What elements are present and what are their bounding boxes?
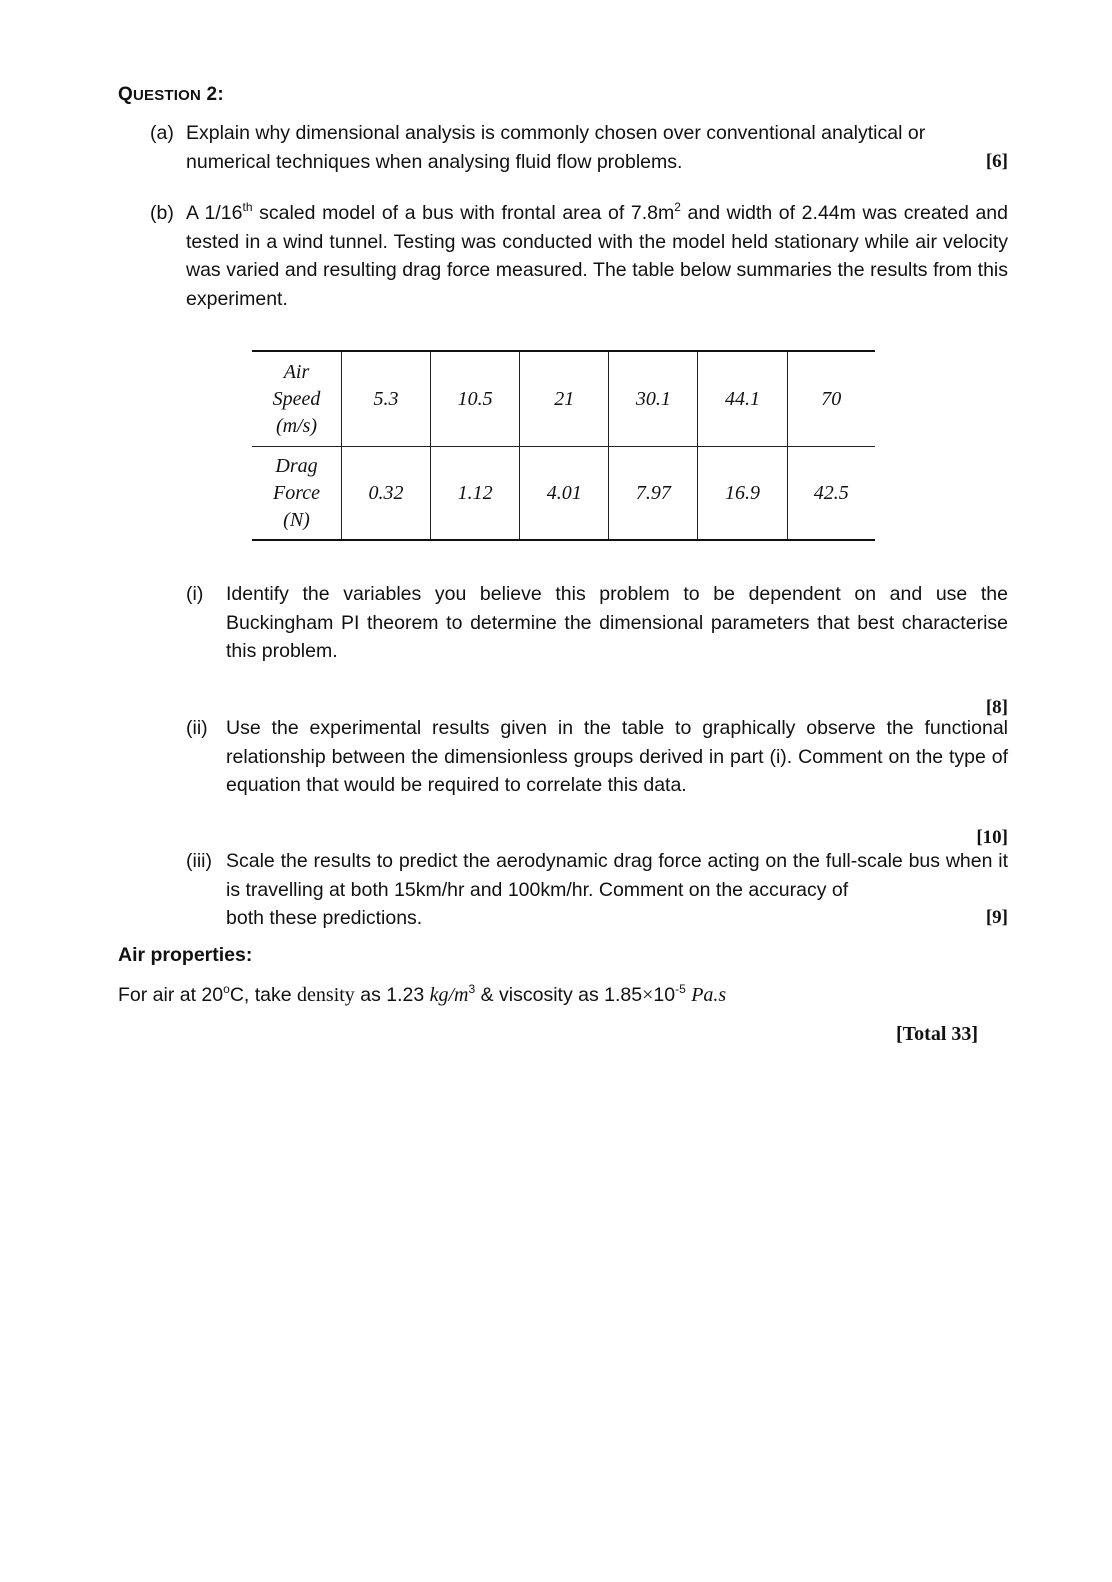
subquestion-iii-label: (iii): [186, 850, 212, 872]
subquestion-ii-marks: [10]: [976, 826, 1008, 848]
part-a-line-1: Explain why dimensional analysis is commonly chosen over conventional analytical or: [186, 122, 926, 144]
part-a-label: (a): [150, 122, 174, 144]
part-a-marks: [6]: [985, 150, 1008, 172]
air-properties-line: [118, 984, 726, 1007]
density-word: density: [297, 984, 355, 1006]
header-line: Speed: [272, 387, 321, 410]
part-b-sup-2: 2: [674, 200, 681, 214]
question-number: 2:: [206, 84, 224, 105]
table-cell: 5.3: [342, 351, 431, 447]
air-properties-heading: Air properties:: [118, 944, 253, 966]
degree-sup: o: [223, 982, 230, 996]
table-cell: 21: [520, 351, 609, 447]
subquestion-ii-label: (ii): [186, 717, 208, 739]
table-cell: 4.01: [520, 447, 609, 541]
header-line: Force: [272, 481, 320, 504]
part-b: [150, 199, 1008, 313]
air-text-c: C, take: [229, 984, 298, 1006]
part-b-text-pre: A 1/16: [186, 202, 243, 224]
subquestion-ii: [186, 714, 1008, 852]
subquestion-iii: [186, 847, 1008, 933]
table-cell: 0.32: [342, 447, 431, 541]
subquestion-i-text: Identify the variables you believe this problem to be dependent on and use the Buckingham PI theorem to determine the dimensional parameters that best characterise this problem.: [226, 583, 1008, 662]
row-header-air-speed: [252, 351, 342, 447]
results-table: [252, 350, 875, 541]
part-b-text: [186, 199, 1008, 313]
question-title-initial: Q: [118, 84, 133, 105]
table-cell: 10.5: [431, 351, 520, 447]
part-b-sup-th: th: [242, 200, 253, 214]
table-cell: 70: [787, 351, 875, 447]
question-title-smallcaps: UESTION: [132, 87, 202, 104]
table-cell: 7.97: [609, 447, 698, 541]
subquestion-i: [186, 580, 1008, 722]
question-title: [118, 84, 224, 106]
times-symbol: ×: [642, 984, 654, 1006]
part-b-text-post: and width of 2.44m was created and tested in a wind tunnel. Testing was conducted with the model held stationary while air velocity was varied and resulting drag force measured. The table below summaries the results from this experiment.: [186, 202, 1008, 310]
subquestion-iii-marks: [9]: [985, 907, 1008, 928]
table-cell: 1.12: [431, 447, 520, 541]
viscosity-unit: Pa.s: [691, 984, 727, 1006]
part-b-text-mid: scaled model of a bus with frontal area of 7.8m: [252, 202, 675, 224]
table-cell: 30.1: [609, 351, 698, 447]
density-unit-sup: 3: [468, 982, 476, 996]
header-line: Air: [283, 360, 310, 383]
air-text-viscosity: & viscosity as 1.85: [475, 984, 643, 1006]
part-a: [150, 119, 1008, 176]
table-cell: 44.1: [698, 351, 787, 447]
part-b-label: (b): [150, 202, 174, 224]
table-row-air-speed: [252, 351, 875, 447]
table-cell: 42.5: [787, 447, 875, 541]
air-text-as: as 1.23: [354, 984, 430, 1006]
header-line: (N): [283, 508, 310, 531]
table-row-drag-force: [252, 447, 875, 541]
subquestion-iii-text-2: both these predictions.: [226, 907, 423, 929]
header-line: Drag: [275, 454, 318, 477]
table-cell: 16.9: [698, 447, 787, 541]
subquestion-ii-text: Use the experimental results given in the table to graphically observe the functional relationship between the dimensionless groups derived in part (i). Comment on the type of equation that would be required to correlate this data.: [226, 717, 1008, 796]
total-marks: [Total 33]: [896, 1023, 979, 1045]
subquestion-i-marks: [8]: [985, 696, 1008, 718]
subquestion-iii-line-2-row: [226, 904, 1008, 933]
air-text-pre: For air at 20: [118, 984, 224, 1006]
subquestion-iii-text-1: Scale the results to predict the aerodynamic drag force acting on the full-scale bus when it is travelling at both 15km/hr and 100km/hr. Comment on the accuracy of: [226, 850, 1008, 901]
part-a-line-2-row: [186, 148, 1008, 177]
part-a-line-2: numerical techniques when analysing fluid flow problems.: [186, 150, 683, 173]
ten-base: 10: [653, 984, 676, 1006]
row-header-drag-force: [252, 447, 342, 541]
exponent-sup: -5: [675, 982, 686, 996]
density-unit: kg/m: [429, 984, 469, 1006]
header-line: (m/s): [275, 414, 318, 437]
subquestion-i-label: (i): [186, 583, 204, 605]
